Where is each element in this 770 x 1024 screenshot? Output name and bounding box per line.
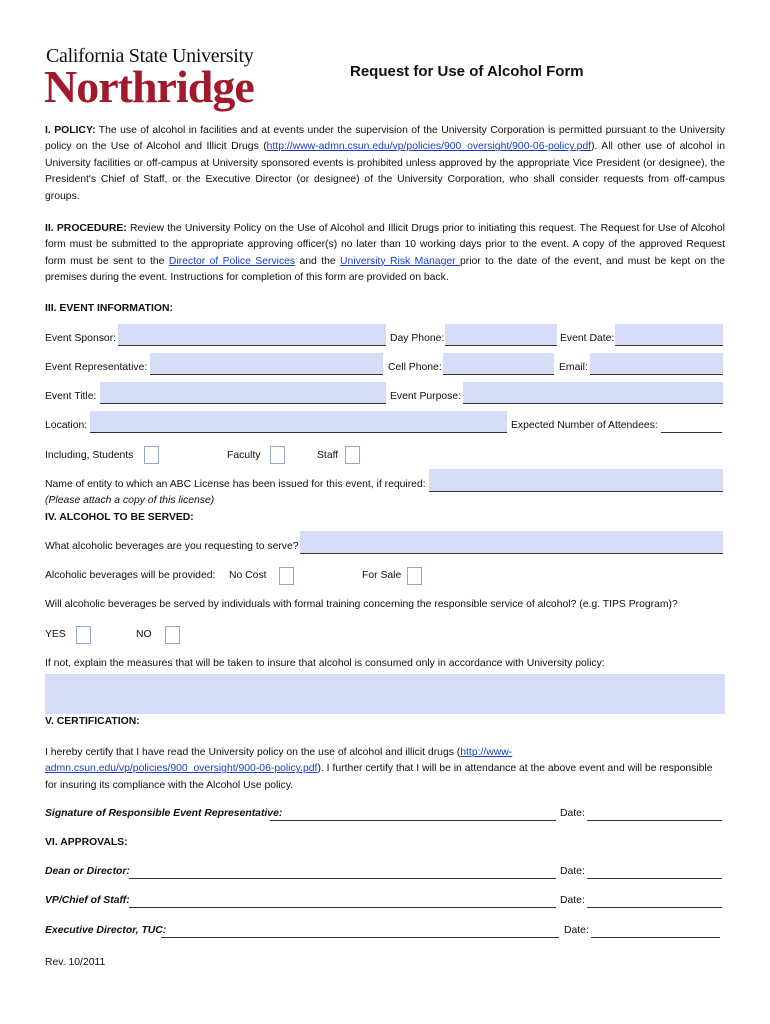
- procedure-paragraph: [45, 221, 725, 287]
- vp-label: VP/Chief of Staff:: [45, 895, 130, 906]
- vp-date-field[interactable]: [587, 907, 722, 908]
- policy-text-2: ). All other use of alcohol in University facilities or off-campus at University sponsored events is prohibited unless approved by the appropriate Vice President (or designee), the President's Chief of Staff, or the Executive Director (or designee) of the University Corporation, who shall consider requests from off-campus groups.: [45, 141, 725, 202]
- event-title-underline: [100, 403, 386, 404]
- explain-textarea[interactable]: [45, 674, 725, 714]
- procedure-heading: II. PROCEDURE:: [45, 223, 127, 234]
- procedure-text: Review the University Policy on the Use of Alcohol and Illicit Drugs prior to initiating this request. The Request for Use of Alcohol form must be submitted to the appropriate approving officer(s) no later than 10 working days prior to the event. A copy of the approved Request form must be sent to the: [45, 223, 725, 267]
- including-students-label: Including, Students: [45, 450, 134, 461]
- procedure-text-2: and the: [295, 255, 341, 267]
- event-date-label: Event Date:: [560, 333, 615, 344]
- beverages-field[interactable]: [300, 531, 723, 553]
- cell-phone-field[interactable]: [443, 353, 554, 374]
- no-cost-label: No Cost: [229, 570, 267, 581]
- dean-signature-field[interactable]: [129, 878, 556, 879]
- no-cost-checkbox[interactable]: [279, 567, 294, 585]
- logo-campus-name: Northridge: [44, 61, 254, 112]
- signature-field[interactable]: [270, 820, 556, 821]
- beverages-underline: [300, 553, 723, 554]
- vp-date-label: Date:: [560, 895, 585, 906]
- page-title: Request for Use of Alcohol Form: [350, 63, 584, 80]
- day-phone-underline: [445, 345, 557, 346]
- dean-date-label: Date:: [560, 866, 585, 877]
- event-title-label: Event Title:: [45, 391, 97, 402]
- exec-date-field[interactable]: [591, 937, 720, 938]
- abc-license-label: Name of entity to which an ABC License has been issued for this event, if required:: [45, 479, 426, 490]
- certification-text: I hereby certify that I have read the University policy on the use of alcohol and illicit drugs (: [45, 747, 461, 758]
- logo-university-name: California State University: [46, 45, 254, 67]
- event-representative-underline: [150, 374, 383, 375]
- certification-heading: V. CERTIFICATION:: [45, 716, 140, 727]
- event-title-field[interactable]: [100, 382, 386, 403]
- abc-license-note: (Please attach a copy of this license): [45, 495, 215, 506]
- abc-license-underline: [429, 491, 723, 492]
- cell-phone-underline: [443, 374, 554, 375]
- abc-license-field[interactable]: [429, 469, 723, 491]
- event-purpose-label: Event Purpose:: [390, 391, 462, 402]
- event-purpose-underline: [463, 403, 723, 404]
- day-phone-label: Day Phone:: [390, 333, 445, 344]
- event-sponsor-field[interactable]: [118, 324, 386, 345]
- cell-phone-label: Cell Phone:: [388, 362, 442, 373]
- yes-label: YES: [45, 629, 66, 640]
- students-checkbox[interactable]: [144, 446, 159, 464]
- staff-checkbox[interactable]: [345, 446, 360, 464]
- alcohol-heading: IV. ALCOHOL TO BE SERVED:: [45, 512, 194, 523]
- location-label: Location:: [45, 420, 88, 431]
- email-underline: [590, 374, 723, 375]
- event-representative-field[interactable]: [150, 353, 383, 374]
- police-services-link[interactable]: Director of Police Services: [168, 255, 296, 267]
- no-checkbox[interactable]: [165, 626, 180, 644]
- dean-date-field[interactable]: [587, 878, 722, 879]
- faculty-checkbox[interactable]: [270, 446, 285, 464]
- policy-paragraph: [45, 123, 725, 205]
- expected-attendees-field[interactable]: [661, 432, 722, 433]
- training-question: Will alcoholic beverages be served by individuals with formal training concerning the responsible service of alcohol? (e.g. TIPS Program)?: [45, 599, 678, 610]
- policy-link[interactable]: http://www-admn.csun.edu/vp/policies/900_oversight/900-06-policy.pdf: [266, 141, 592, 153]
- beverages-question: What alcoholic beverages are you requesting to serve?: [45, 541, 299, 552]
- faculty-label: Faculty: [227, 450, 261, 461]
- event-date-underline: [615, 345, 723, 346]
- day-phone-field[interactable]: [445, 324, 557, 345]
- provided-label: Alcoholic beverages will be provided:: [45, 570, 216, 581]
- exec-date-label: Date:: [564, 925, 589, 936]
- signature-date-label: Date:: [560, 808, 585, 819]
- no-label: NO: [136, 629, 152, 640]
- for-sale-label: For Sale: [362, 570, 402, 581]
- dean-label: Dean or Director:: [45, 866, 130, 877]
- event-sponsor-underline: [118, 345, 386, 346]
- event-info-heading: III. EVENT INFORMATION:: [45, 303, 173, 314]
- email-field[interactable]: [590, 353, 723, 374]
- event-sponsor-label: Event Sponsor:: [45, 333, 117, 344]
- location-field[interactable]: [90, 411, 507, 432]
- yes-checkbox[interactable]: [76, 626, 91, 644]
- explain-question: If not, explain the measures that will be taken to insure that alcohol is consumed only in accordance with University policy:: [45, 658, 605, 669]
- policy-text: The use of alcohol in facilities and at events under the supervision of the University Corporation is permitted pursuant to the University policy on the Use of Alcohol and Illicit Drugs (: [45, 125, 726, 153]
- event-purpose-field[interactable]: [463, 382, 723, 403]
- for-sale-checkbox[interactable]: [407, 567, 422, 585]
- revision-label: Rev. 10/2011: [45, 957, 106, 968]
- signature-label: Signature of Responsible Event Representative:: [45, 808, 283, 819]
- certification-text-2: ). I further certify that I will be in attendance at the above event and will be responsible for insuring its compliance with the Alcohol Use policy.: [45, 763, 713, 791]
- exec-signature-field[interactable]: [161, 937, 559, 938]
- event-date-field[interactable]: [615, 324, 723, 345]
- exec-label: Executive Director, TUC:: [45, 925, 167, 936]
- vp-signature-field[interactable]: [129, 907, 556, 908]
- certification-paragraph: [45, 745, 725, 794]
- procedure-text-3: prior to the date of the event, and must be kept on the premises during the event. Instructions for completion of this form are provided on back.: [45, 255, 725, 284]
- policy-heading: I. POLICY:: [45, 125, 96, 136]
- event-representative-label: Event Representative:: [45, 362, 148, 373]
- certification-link[interactable]: http://www-admn.csun.edu/vp/policies/900_oversight/900-06-policy.pdf: [45, 747, 513, 775]
- staff-label: Staff: [317, 450, 339, 461]
- approvals-heading: VI. APPROVALS:: [45, 837, 128, 848]
- risk-manager-link[interactable]: University Risk Manager: [340, 255, 460, 267]
- expected-attendees-label: Expected Number of Attendees:: [511, 420, 658, 431]
- email-label: Email:: [559, 362, 588, 373]
- signature-date-field[interactable]: [587, 820, 722, 821]
- location-underline: [90, 432, 507, 433]
